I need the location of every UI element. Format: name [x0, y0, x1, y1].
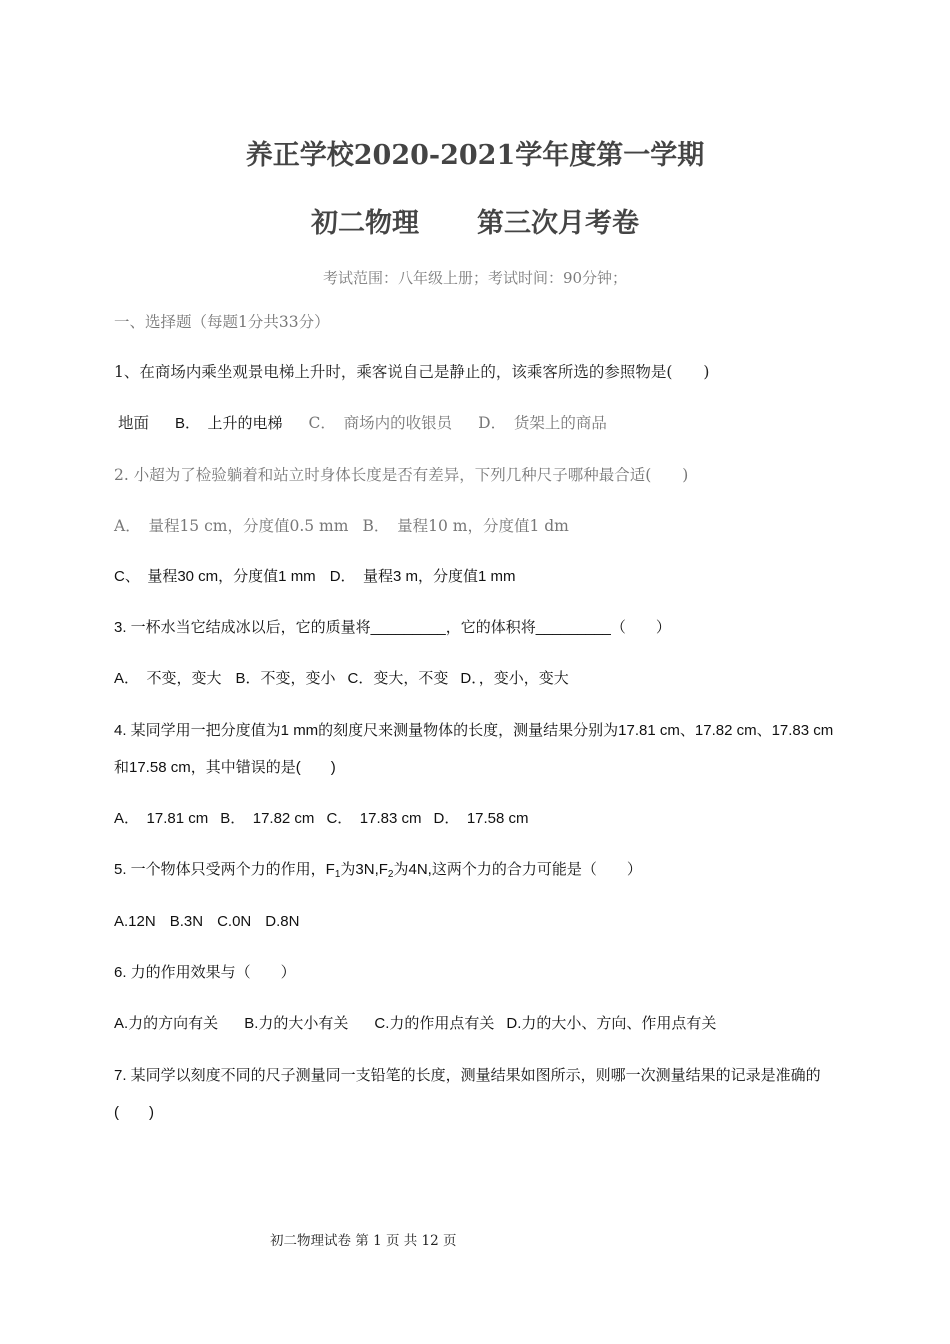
q6-option-a: A.力的方向有关 [114, 1015, 219, 1032]
q2-option-b: B． 量程10 m，分度值1 dm [362, 517, 569, 535]
q4-option-a: A． 17.81 cm [114, 810, 209, 827]
page-footer: 初二物理试卷 第 1 页 共 12 页 [270, 1233, 457, 1249]
question-5-options [114, 911, 844, 933]
exam-info: 考试范围：八年级上册；考试时间：90分钟； [322, 269, 628, 287]
question-3-stem: 3. 一杯水当它结成冰以后，它的质量将_________，它的体积将_________（ ） [114, 619, 671, 636]
q6-option-d: D.力的大小、方向、作用点有关 [506, 1015, 717, 1032]
q6-option-c: C.力的作用点有关 [374, 1015, 495, 1032]
q5-stem-part2: 为3N,F [340, 861, 388, 878]
question-5-stem [114, 859, 844, 886]
q4-option-d: D． 17.58 cm [433, 810, 529, 827]
question-1-stem: 1、在商场内乘坐观景电梯上升时，乘客说自己是静止的，该乘客所选的参照物是( ) [114, 363, 710, 381]
q3-option-d: D．，变小，变大 [460, 670, 569, 687]
q1-option-b: B． 上升的电梯 [175, 415, 283, 432]
q5-subscript-1: 1 [334, 869, 341, 880]
q3-option-a: A． 不变，变大 [114, 670, 222, 687]
q1-option-d: D． 货架上的商品 [478, 414, 607, 432]
q2-option-c: C、 量程30 cm，分度值1 mm [114, 568, 316, 585]
question-2-options-row2 [114, 566, 844, 588]
q1-option-a: 地面 [118, 414, 150, 432]
q4-option-c: C． 17.83 cm [326, 810, 422, 827]
exam-name-title: 第三次月考卷 [477, 208, 639, 239]
q5-subscript-2: 2 [387, 869, 394, 880]
question-6-options [114, 1013, 844, 1035]
question-6-stem: 6. 力的作用效果与（ ） [114, 964, 296, 981]
q5-option-d: D.8N [265, 913, 300, 930]
q1-option-c: C． 商场内的收银员 [308, 414, 453, 432]
q3-option-b: B．不变，变小 [235, 670, 336, 687]
question-2-stem: 2. 小超为了检验躺着和站立时身体长度是否有差异，下列几种尺子哪种最合适( ) [114, 466, 689, 484]
q2-option-d: D． 量程3 m，分度值1 mm [329, 568, 516, 585]
subject-title: 初二物理 [311, 208, 419, 239]
q5-option-b: B.3N [169, 913, 204, 930]
q5-stem-part1: 5. 一个物体只受两个力的作用，F [114, 861, 335, 878]
question-3-options [114, 668, 844, 690]
q5-option-c: C.0N [217, 913, 252, 930]
q5-option-a: A.12N [114, 913, 156, 930]
exam-title-line2 [0, 201, 950, 240]
q3-option-c: C．变大，不变 [347, 670, 449, 687]
question-4-options [114, 808, 844, 830]
q4-option-b: B． 17.82 cm [220, 810, 315, 827]
q5-stem-part3: 为4N,这两个力的合力可能是（ ） [393, 861, 642, 878]
q2-option-a: A． 量程15 cm，分度值0.5 mm [114, 517, 349, 535]
question-4-stem: 4. 某同学用一把分度值为1 mm的刻度尺来测量物体的长度，测量结果分别为17.81 cm、17.82 cm、17.83 cm和17.58 cm，其中错误的是( ) [114, 722, 834, 776]
question-2-options-row1 [114, 515, 844, 537]
q6-option-b: B.力的大小有关 [244, 1015, 349, 1032]
exam-title-line1: 养正学校2020-2021学年度第一学期 [245, 140, 705, 171]
section-heading: 一、选择题（每题1分共33分） [114, 313, 330, 331]
question-1-options [118, 412, 848, 435]
question-7-stem: 7. 某同学以刻度不同的尺子测量同一支铅笔的长度，测量结果如图所示，则哪一次测量结果的记录是准确的( ) [114, 1067, 821, 1121]
